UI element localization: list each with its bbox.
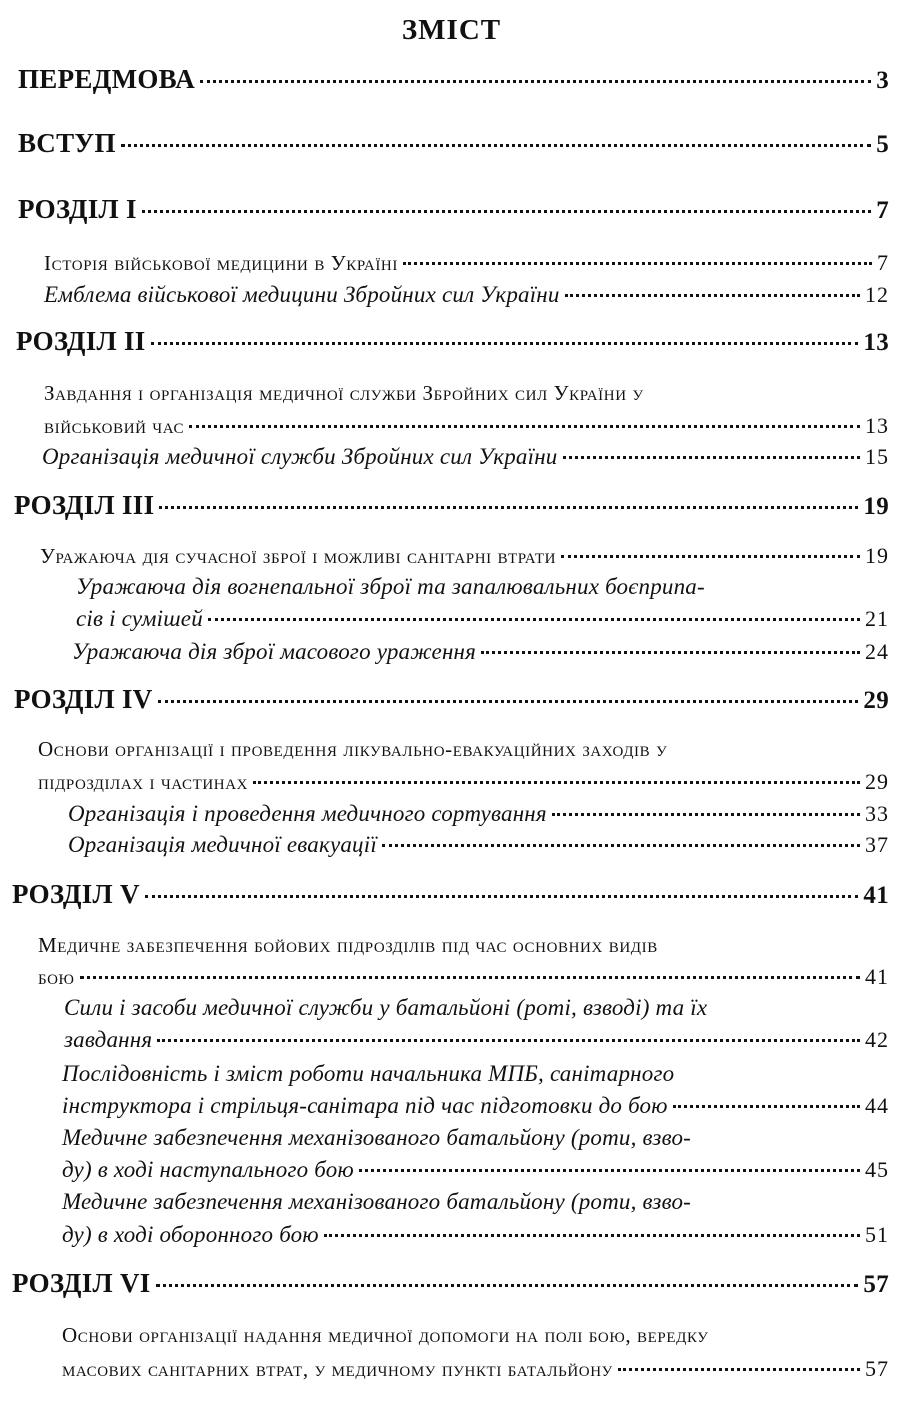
toc-entry-topic — [40, 543, 889, 569]
entry-label: інструктора і стрільця-санітара під час підготовки до бою — [62, 1093, 668, 1118]
dot-leader — [189, 425, 860, 428]
toc-entry-peredmova — [18, 64, 889, 95]
dot-leader — [80, 976, 860, 979]
page-title: ЗМІСТ — [401, 14, 502, 46]
toc-entry-topic — [38, 769, 889, 795]
dot-leader — [200, 80, 871, 83]
toc-entry-subtopic — [42, 444, 889, 470]
entry-label-line1: Медичне забезпечення механізованого батальйону (роти, взво- — [62, 1189, 692, 1214]
page-number: 21 — [865, 606, 889, 631]
dot-leader — [151, 342, 859, 345]
toc-entry-subtopic — [68, 832, 889, 858]
entry-label: завдання — [64, 1027, 153, 1052]
entry-label-line1: Завдання і організація медичної служби Збройних сил України у — [44, 381, 644, 405]
dot-leader — [208, 618, 860, 621]
toc-entry-section-6 — [12, 1268, 889, 1299]
page-number: 12 — [865, 282, 889, 307]
toc-entry-subtopic — [64, 1027, 889, 1053]
entry-label-line1: Медичне забезпечення механізованого батальйону (роти, взво- — [62, 1125, 692, 1150]
entry-label: РОЗДІЛ V — [12, 879, 140, 909]
entry-label-line1: Сили і засоби медичної служби у батальйоні (роті, взводі) та їх — [64, 995, 708, 1020]
dot-leader — [618, 1368, 860, 1371]
entry-label: ВСТУП — [18, 128, 116, 158]
toc-entry-topic — [62, 1356, 889, 1382]
dot-leader — [157, 1039, 860, 1042]
page-number: 41 — [863, 882, 889, 909]
dot-leader — [561, 555, 860, 558]
entry-label-line1: Уражаюча дія вогнепальної зброї та запалювальних боєприпа- — [76, 574, 705, 599]
entry-label: Уражаюча дія зброї масового ураження — [72, 639, 477, 664]
entry-label: Організація і проведення медичного сортування — [68, 801, 547, 826]
page-number: 29 — [863, 687, 889, 714]
entry-label: бою — [38, 965, 75, 989]
toc-entry-subtopic — [62, 1222, 889, 1248]
page-number: 15 — [865, 444, 889, 469]
page-number: 51 — [865, 1222, 889, 1247]
dot-leader — [156, 1284, 859, 1287]
toc-entry-subtopic — [68, 801, 889, 827]
page-number: 3 — [876, 67, 889, 94]
toc-entry-subtopic — [62, 1157, 889, 1183]
toc-entry-subtopic — [62, 1093, 889, 1119]
entry-label: ду) в ході оборонного бою — [62, 1222, 319, 1247]
toc-entry-section-1 — [18, 194, 889, 225]
dot-leader — [142, 210, 871, 213]
page-number: 57 — [863, 1271, 889, 1298]
page-number: 24 — [865, 639, 889, 664]
entry-label-line1: Послідовність і зміст роботи начальника МПБ, санітарного — [62, 1061, 675, 1086]
entry-label-line1: Основи організації надання медичної допомоги на полі бою, вередку — [62, 1323, 709, 1347]
dot-leader — [324, 1234, 860, 1237]
entry-label: РОЗДІЛ VI — [12, 1268, 151, 1298]
entry-label: підрозділах і частинах — [38, 770, 249, 794]
entry-label: РОЗДІЛ ІІІ — [14, 490, 155, 520]
toc-entry-subtopic — [44, 282, 889, 308]
toc-entry-topic — [44, 413, 889, 439]
toc-entry-section-5 — [12, 879, 889, 910]
dot-leader — [253, 781, 860, 784]
page-number: 29 — [865, 769, 889, 794]
page-number: 41 — [865, 964, 889, 989]
toc-entry-vstup — [18, 128, 889, 159]
page-number: 57 — [865, 1356, 889, 1381]
dot-leader — [565, 294, 860, 297]
dot-leader — [382, 844, 860, 847]
page-number: 33 — [865, 801, 889, 826]
page-number: 5 — [876, 131, 889, 158]
entry-label: масових санітарних втрат, у медичному пункті батальйону — [62, 1357, 613, 1381]
dot-leader — [552, 813, 860, 816]
page-number: 42 — [865, 1027, 889, 1052]
page-number: 13 — [865, 413, 889, 438]
entry-label: сів і сумішей — [76, 606, 203, 631]
page-number: 13 — [863, 329, 889, 356]
page-number: 19 — [863, 493, 889, 520]
entry-label: Емблема військової медицини Збройних сил України — [44, 282, 560, 307]
page-number: 44 — [865, 1093, 889, 1118]
page-number: 7 — [877, 250, 889, 275]
entry-label: Організація медичної евакуації — [68, 832, 377, 857]
page-number: 37 — [865, 832, 889, 857]
dot-leader — [159, 506, 858, 509]
entry-label: Історія військової медицини в Україні — [44, 251, 398, 275]
page-number: 45 — [865, 1157, 889, 1182]
entry-label: Уражаюча дія сучасної зброї і можливі санітарні втрати — [40, 544, 557, 568]
dot-leader — [121, 144, 871, 147]
dot-leader — [673, 1105, 860, 1108]
toc-entry-section-3 — [14, 490, 889, 521]
dot-leader — [359, 1169, 860, 1172]
entry-label-line1: Медичне забезпечення бойових підрозділів під час основних видів — [38, 933, 658, 957]
toc-entry-subtopic — [76, 606, 889, 632]
dot-leader — [403, 262, 872, 265]
page-number: 7 — [876, 197, 889, 224]
toc-entry-section-2 — [16, 326, 889, 357]
dot-leader — [563, 456, 860, 459]
entry-label: РОЗДІЛ IV — [14, 684, 153, 714]
page-number: 19 — [865, 543, 889, 568]
toc-entry-topic — [44, 250, 889, 276]
entry-label: військовий час — [44, 414, 185, 438]
dot-leader — [158, 700, 859, 703]
entry-label: РОЗДІЛ ІІ — [16, 326, 146, 356]
entry-label: ПЕРЕДМОВА — [18, 64, 196, 94]
toc-entry-section-4 — [14, 684, 889, 715]
entry-label: Організація медичної служби Збройних сил України — [42, 444, 558, 469]
toc-entry-subtopic — [72, 639, 889, 665]
dot-leader — [481, 651, 860, 654]
entry-label: РОЗДІЛ І — [18, 194, 137, 224]
entry-label: ду) в ході наступального бою — [62, 1157, 354, 1182]
entry-label-line1: Основи організації і проведення лікувально-евакуаційних заходів у — [38, 737, 668, 761]
dot-leader — [145, 895, 859, 898]
toc-entry-topic — [38, 964, 889, 990]
